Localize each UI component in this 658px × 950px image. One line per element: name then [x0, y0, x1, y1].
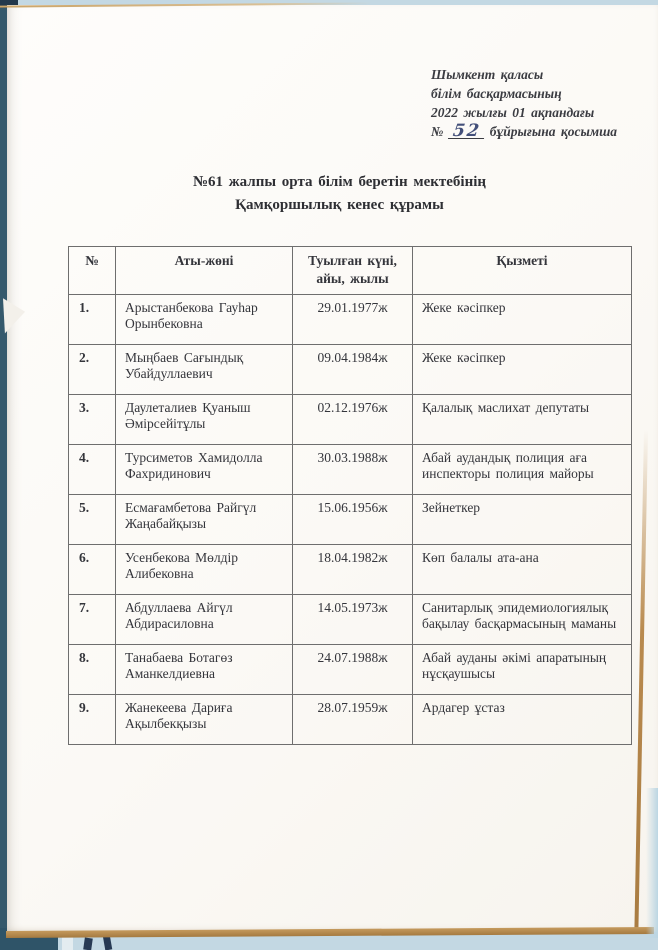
cell-num: 2. — [69, 345, 116, 395]
council-members-table — [68, 246, 632, 745]
order-number-suffix: бұйрығына қосымша — [489, 124, 618, 139]
stamp-line: 2022 жылғы 01 ақпандағы — [431, 105, 595, 120]
header-cell-name: Аты-жөні — [116, 247, 293, 295]
desk-corner-wedge — [646, 788, 658, 938]
cell-name: Турсиметов Хамидолла Фахридинович — [116, 445, 293, 495]
page-title-line2: Қамқоршылық кенес құрамы — [235, 197, 444, 213]
order-number-prefix: № — [431, 124, 444, 139]
cell-position: Жеке кәсіпкер — [413, 345, 632, 395]
handwritten-order-number: 52 — [448, 124, 486, 139]
cell-name: Танабаева Ботагөз Аманкелдиевна — [116, 645, 293, 695]
cell-num: 7. — [69, 595, 116, 645]
header-cell-dob: Туылған күні, айы, жылы — [293, 247, 413, 295]
stamp-order-line — [431, 122, 653, 141]
table-row — [69, 595, 632, 645]
cell-dob: 24.07.1988ж — [293, 645, 413, 695]
cell-num: 3. — [69, 395, 116, 445]
table-header — [69, 247, 632, 295]
cell-name: Есмағамбетова Райгүл Жаңабайқызы — [116, 495, 293, 545]
table-row — [69, 395, 632, 445]
cell-num: 1. — [69, 295, 116, 345]
table-row — [69, 295, 632, 345]
table-row — [69, 695, 632, 745]
cell-name: Абдуллаева Айгүл Абдирасиловна — [116, 595, 293, 645]
cell-dob: 18.04.1982ж — [293, 545, 413, 595]
table-row — [69, 445, 632, 495]
cell-dob: 02.12.1976ж — [293, 395, 413, 445]
cell-name: Даулеталиев Қуаныш Әмірсейітұлы — [116, 395, 293, 445]
cell-dob: 29.01.1977ж — [293, 295, 413, 345]
cell-num: 6. — [69, 545, 116, 595]
cell-position: Қалалық маслихат депутаты — [413, 395, 632, 445]
order-stamp-block — [431, 65, 653, 141]
cell-position: Жеке кәсіпкер — [413, 295, 632, 345]
background-object-dark — [83, 938, 93, 950]
paper-sheet — [7, 5, 658, 932]
table-row — [69, 345, 632, 395]
table-body — [69, 295, 632, 745]
cell-num: 9. — [69, 695, 116, 745]
cell-position: Көп балалы ата-ана — [413, 545, 632, 595]
cell-position: Зейнеткер — [413, 495, 632, 545]
cell-name: Мыңбаев Сағындық Убайдуллаевич — [116, 345, 293, 395]
cell-position: Абай аудандық полиция аға инспекторы полиция майоры — [413, 445, 632, 495]
cell-position: Ардагер ұстаз — [413, 695, 632, 745]
page-title-line1: №61 жалпы орта білім беретін мектебінің — [192, 174, 487, 190]
cell-name: Усенбекова Мөлдір Алибековна — [116, 545, 293, 595]
cell-dob: 30.03.1988ж — [293, 445, 413, 495]
stamp-line: білім басқармасының — [431, 86, 562, 101]
cell-dob: 28.07.1959ж — [293, 695, 413, 745]
cell-num: 5. — [69, 495, 116, 545]
header-cell-num: № — [69, 247, 116, 295]
cell-dob: 14.05.1973ж — [293, 595, 413, 645]
cell-num: 8. — [69, 645, 116, 695]
table-row — [69, 495, 632, 545]
table-row — [69, 545, 632, 595]
cell-dob: 15.06.1956ж — [293, 495, 413, 545]
cell-name: Жанекеева Дариға Ақылбекқызы — [116, 695, 293, 745]
cell-dob: 09.04.1984ж — [293, 345, 413, 395]
table-header-row — [69, 247, 632, 295]
cell-position: Абай ауданы әкімі апаратының нұсқаушысы — [413, 645, 632, 695]
page-title — [67, 171, 612, 217]
stamp-line: Шымкент қаласы — [431, 67, 544, 82]
header-cell-position: Қызметі — [413, 247, 632, 295]
cell-num: 4. — [69, 445, 116, 495]
table-row — [69, 645, 632, 695]
cell-position: Санитарлық эпидемиологиялық бақылау басқармасының маманы — [413, 595, 632, 645]
cell-name: Арыстанбекова Гауһар Орынбековна — [116, 295, 293, 345]
